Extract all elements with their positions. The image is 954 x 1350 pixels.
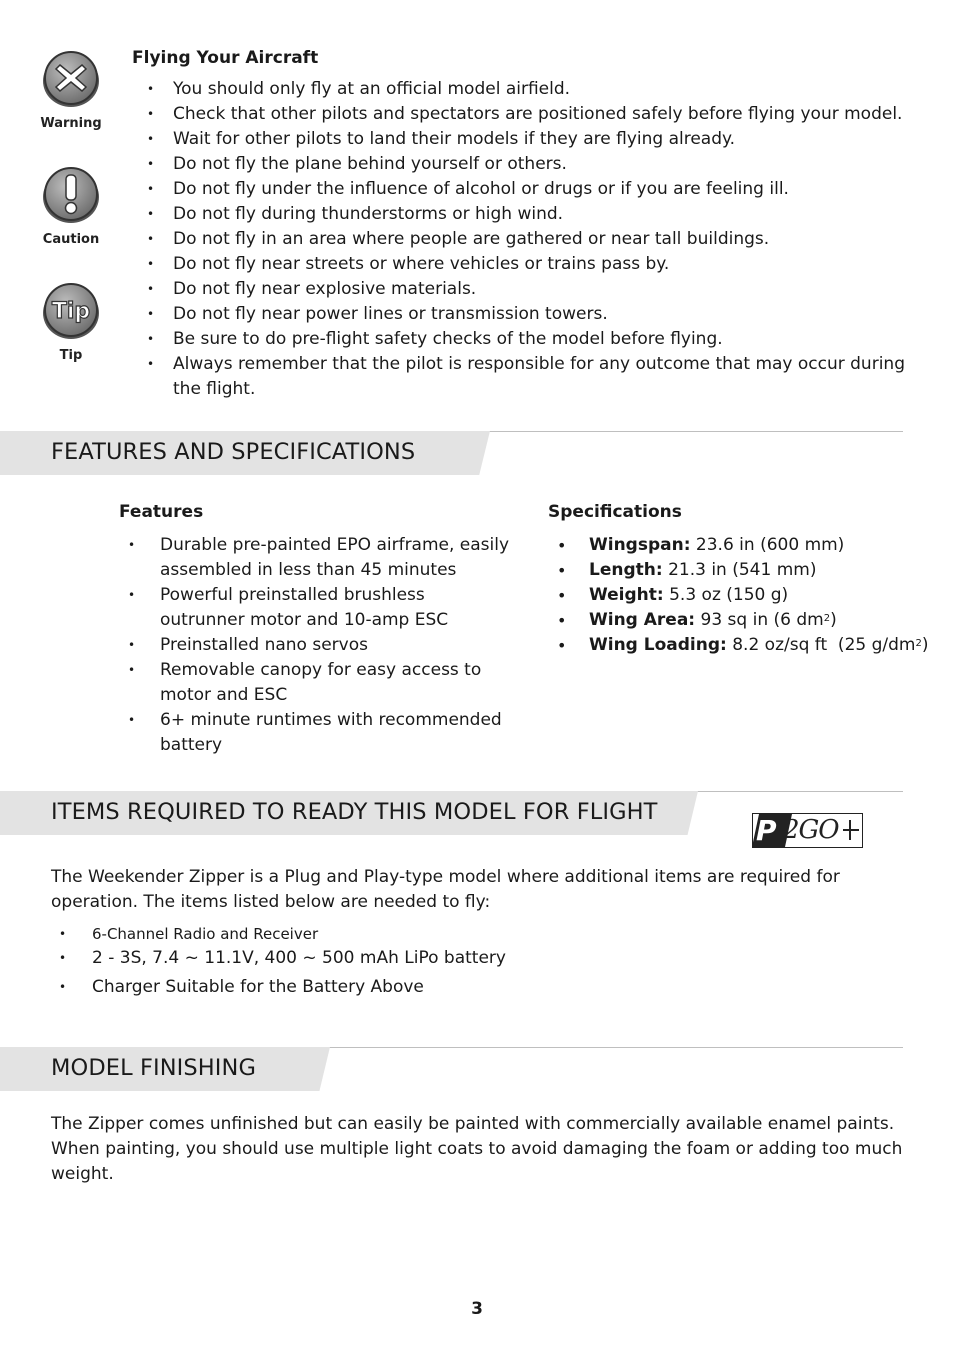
tip-glyph: Tip [51, 299, 91, 324]
spec-value: 5.3 oz (150 g) [669, 585, 789, 605]
spec-value: 21.3 in (541 mm) [668, 560, 817, 580]
finishing-text: The Zipper comes unfinished but can easily be painted with commercially available enamel paints. When painting, you should use multiple light coats to avoid damaging the foam or adding too much weight. [51, 1114, 903, 1184]
list-item: • Be sure to do pre-flight safety checks of the model before flying. [132, 327, 907, 352]
warning-callout [40, 50, 102, 131]
list-item: • Wait for other pilots to land their models if they are flying already. [132, 127, 907, 152]
items-intro: The Weekender Zipper is a Plug and Play-type model where additional items are required for operation. The items listed below are needed to fly: [51, 867, 840, 912]
logo-letter: P [756, 814, 777, 847]
p2go-logo [752, 813, 863, 848]
spec-value: 93 sq in (6 dm [700, 610, 824, 630]
spec-label: Wing Area: [589, 610, 696, 630]
spec-item [548, 633, 948, 658]
spec-item [548, 608, 948, 633]
spec-value-tail: ) [921, 635, 929, 655]
finishing-section-title: MODEL FINISHING [51, 1055, 256, 1081]
caution-label: Caution [42, 232, 100, 247]
spec-value-tail: ) [830, 610, 837, 630]
list-item: • 6+ minute runtimes with recommended battery [119, 708, 514, 758]
list-item: • You should only fly at an official model airfield. [132, 77, 907, 102]
tip-label: Tip [59, 348, 83, 363]
spec-label: Wingspan: [589, 535, 691, 555]
flying-title: Flying Your Aircraft [132, 48, 319, 68]
list-item: • Charger Suitable for the Battery Above [51, 975, 424, 1000]
list-item: • Powerful preinstalled brushless outrunner motor and 10-amp ESC [119, 583, 514, 633]
spec-item [548, 533, 948, 558]
items-section-title: ITEMS REQUIRED TO READY THIS MODEL FOR FLIGHT [51, 799, 658, 825]
caution-callout [40, 166, 102, 247]
list-item: • Do not fly the plane behind yourself or others. [132, 152, 907, 177]
list-item: • Do not fly under the influence of alcohol or drugs or if you are feeling ill. [132, 177, 907, 202]
list-item: • Do not fly near streets or where vehicles or trains pass by. [132, 252, 907, 277]
warning-label: Warning [40, 116, 102, 131]
spec-item [548, 558, 948, 583]
list-item: • Do not fly during thunderstorms or high wind. [132, 202, 907, 227]
caution-icon [42, 166, 100, 224]
spec-label: Weight: [589, 585, 664, 605]
logo-text: 2GO [783, 815, 839, 845]
spec-label: Wing Loading: [589, 635, 727, 655]
superscript: 2 [915, 638, 922, 649]
features-heading: Features [119, 502, 204, 522]
list-item: • 6-Channel Radio and Receiver [51, 923, 318, 945]
spec-value: 8.2 oz/sq ft (25 g/dm [732, 635, 916, 655]
features-section-title: FEATURES AND SPECIFICATIONS [51, 439, 416, 465]
list-item: • Durable pre-painted EPO airframe, easily assembled in less than 45 minutes [119, 533, 514, 583]
page-number: 3 [471, 1299, 483, 1319]
tip-icon [42, 282, 100, 340]
flying-section [132, 48, 907, 402]
superscript: 2 [823, 613, 831, 624]
specs-list [548, 533, 948, 658]
flying-list [132, 77, 907, 402]
list-item: • Do not fly near power lines or transmission towers. [132, 302, 907, 327]
warning-icon [42, 50, 100, 108]
features-list [119, 533, 514, 758]
list-item: • 2 - 3S, 7.4 ~ 11.1V, 400 ~ 500 mAh LiPo battery [51, 946, 506, 971]
list-item: • Preinstalled nano servos [119, 633, 514, 658]
list-item: • Do not fly near explosive materials. [132, 277, 907, 302]
spec-label: Length: [589, 560, 663, 580]
tip-callout [40, 282, 102, 363]
list-item: • Check that other pilots and spectators are positioned safely before flying your model. [132, 102, 907, 127]
spec-value: 23.6 in (600 mm) [695, 535, 845, 555]
list-item: • Always remember that the pilot is responsible for any outcome that may occur during the flight. [132, 352, 907, 402]
list-item: • Removable canopy for easy access to motor and ESC [119, 658, 514, 708]
specs-heading: Specifications [548, 502, 682, 522]
spec-item [548, 583, 948, 608]
list-item: • Do not fly in an area where people are gathered or near tall buildings. [132, 227, 907, 252]
